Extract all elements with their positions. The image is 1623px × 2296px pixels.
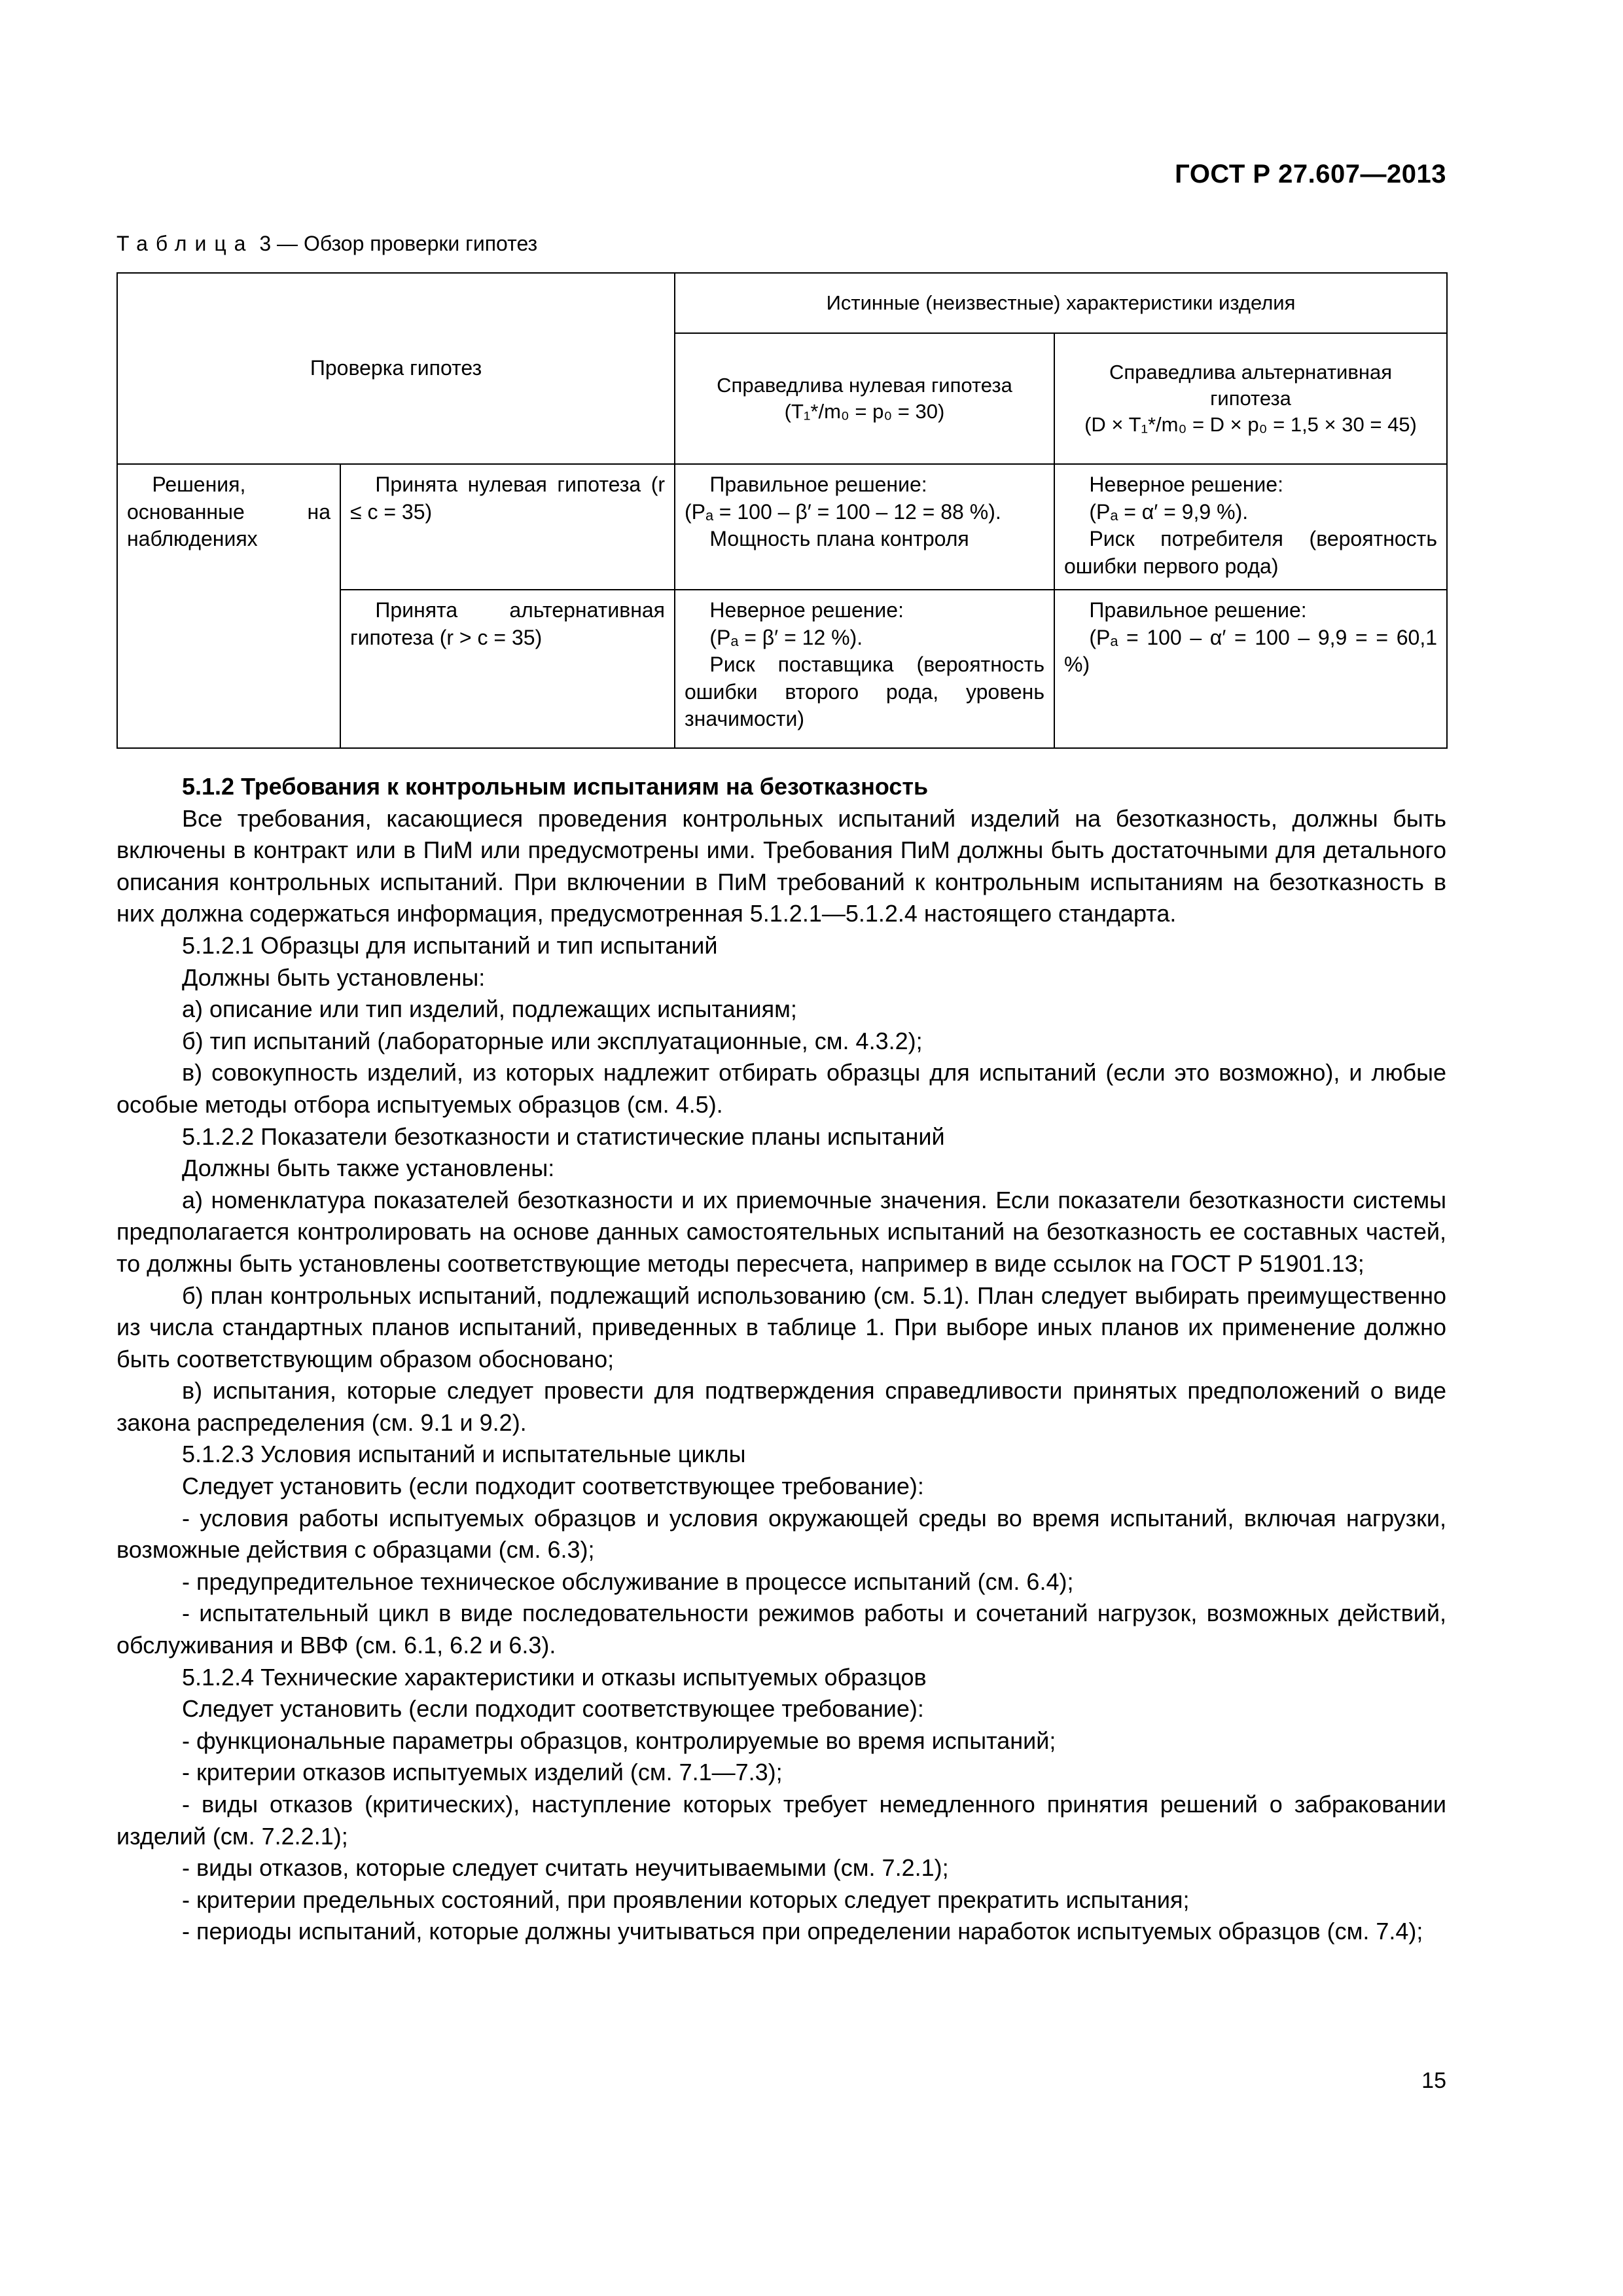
header-null-hypothesis: Справедлива нулевая гипотеза (T₁*/m₀ = p₀ = 30) xyxy=(675,333,1054,464)
paragraph: Должны быть установлены: xyxy=(182,963,486,991)
paragraph: а) номенклатура показателей безотказности и их приемочные значения. Если показатели безотказности системы предполагается контролировать на основе данных самостоятельных испытаний на безотказность ее составных частей, то должны быть установлены соответствующие методы пересчета, например в виде ссылок на ГОСТ Р 51901.13; xyxy=(116,1186,1446,1277)
paragraph: - виды отказов, которые следует считать неучитываемыми (см. 7.2.1); xyxy=(182,1854,949,1882)
paragraph: 5.1.2.4 Технические характеристики и отказы испытуемых образцов xyxy=(182,1663,927,1691)
paragraph: - периоды испытаний, которые должны учитываться при определении наработок испытуемых образцов (см. 7.4); xyxy=(182,1918,1423,1945)
table-caption xyxy=(116,232,537,256)
header-alt-hypothesis: Справедлива альтернативная гипотеза (D × T₁*/m₀ = D × p₀ = 1,5 × 30 = 45) xyxy=(1054,333,1447,464)
page-number: 15 xyxy=(1421,2068,1446,2093)
paragraph: - функциональные параметры образцов, контролируемые во время испытаний; xyxy=(182,1727,1056,1754)
paragraph: в) испытания, которые следует провести для подтверждения справедливости принятых предположений о виде закона распределения (см. 9.1 и 9.2). xyxy=(116,1377,1446,1436)
table-header-row-1 xyxy=(117,273,1447,333)
table-caption-prefix: Таблица xyxy=(116,232,254,255)
row-label-alt-accepted: Принята альтернативная гипотеза (r > c = 35) xyxy=(340,590,675,748)
paragraph: Следует установить (если подходит соответствующее требование): xyxy=(182,1695,924,1723)
paragraph: - виды отказов (критических), наступление которых требует немедленного принятия решений о забраковании изделий (см. 7.2.2.1); xyxy=(116,1791,1446,1850)
paragraph: - предупредительное техническое обслуживание в процессе испытаний (см. 6.4); xyxy=(182,1568,1074,1595)
document-id: ГОСТ Р 27.607—2013 xyxy=(1175,160,1446,188)
table-caption-rest: 3 — Обзор проверки гипотез xyxy=(253,232,538,255)
paragraph: в) совокупность изделий, из которых надлежит отбирать образцы для испытаний (если это возможно), и любые особые методы отбора испытуемых образцов (см. 4.5). xyxy=(116,1059,1446,1118)
cell-wrong-decision-supplier-risk: Неверное решение: (Pₐ = β′ = 12 %). Риск поставщика (вероятность ошибки второго рода, уровень значимости) xyxy=(675,590,1054,748)
body-text xyxy=(116,771,1446,1948)
paragraph: 5.1.2.3 Условия испытаний и испытательные циклы xyxy=(182,1441,746,1468)
cell-wrong-decision-consumer-risk: Неверное решение: (Pₐ = α′ = 9,9 %). Риск потребителя (вероятность ошибки первого рода) xyxy=(1054,464,1447,590)
paragraph: Все требования, касающиеся проведения контрольных испытаний изделий на безотказность, должны быть включены в контракт или в ПиМ или предусмотрены ими. Требования ПиМ должны быть достаточными для детального описания контрольных испытаний. При включении в ПиМ требований к контрольным испытаниям на безотказность в них должна содержаться информация, предусмотренная 5.1.2.1—5.1.2.4 настоящего стандарта. xyxy=(116,804,1446,927)
paragraph: Должны быть также установлены: xyxy=(182,1155,555,1182)
header-true-characteristics: Истинные (неизвестные) характеристики изделия xyxy=(675,273,1447,333)
row-label-null-accepted: Принята нулевая гипотеза (r ≤ c = 35) xyxy=(340,464,675,590)
paragraph: Следует установить (если подходит соответствующее требование): xyxy=(182,1473,924,1500)
paragraph: б) план контрольных испытаний, подлежащий использованию (см. 5.1). План следует выбирать преимущественно из числа стандартных планов испытаний, приведенных в таблице 1. При выборе иных планов их применение должно быть соответствующим образом обосновано; xyxy=(116,1282,1446,1372)
paragraph: 5.1.2.1 Образцы для испытаний и тип испытаний xyxy=(182,931,718,959)
hypothesis-table xyxy=(116,272,1448,749)
table-row-null-accepted xyxy=(117,464,1447,590)
paragraph: 5.1.2.2 Показатели безотказности и статистические планы испытаний xyxy=(182,1122,945,1150)
cell-correct-decision-alt: Правильное решение: (Pₐ = 100 – α′ = 100 – 9,9 = = 60,1 %) xyxy=(1054,590,1447,748)
paragraph: а) описание или тип изделий, подлежащих испытаниям; xyxy=(182,996,797,1023)
cell-correct-decision-power: Правильное решение: (Pₐ = 100 – β′ = 100 – 12 = 88 %). Мощность плана контроля xyxy=(675,464,1054,590)
header-hypothesis-check: Проверка гипотез xyxy=(117,273,675,464)
paragraph: - критерии предельных состояний, при проявлении которых следует прекратить испытания; xyxy=(182,1886,1190,1913)
paragraph: - испытательный цикл в виде последовательности режимов работы и сочетаний нагрузок, возможных действий, обслуживания и ВВФ (см. 6.1, 6.2 и 6.3). xyxy=(116,1600,1446,1659)
row-group-decisions: Решения, основанные на наблюдениях xyxy=(117,464,340,748)
paragraph: - критерии отказов испытуемых изделий (см. 7.1—7.3); xyxy=(182,1759,783,1786)
section-heading: 5.1.2 Требования к контрольным испытаниям на безотказность xyxy=(182,773,929,800)
paragraph: б) тип испытаний (лабораторные или эксплуатационные, см. 4.3.2); xyxy=(182,1027,923,1054)
paragraph: - условия работы испытуемых образцов и условия окружающей среды во время испытаний, включая нагрузки, возможные действия с образцами (см. 6.3); xyxy=(116,1504,1446,1564)
